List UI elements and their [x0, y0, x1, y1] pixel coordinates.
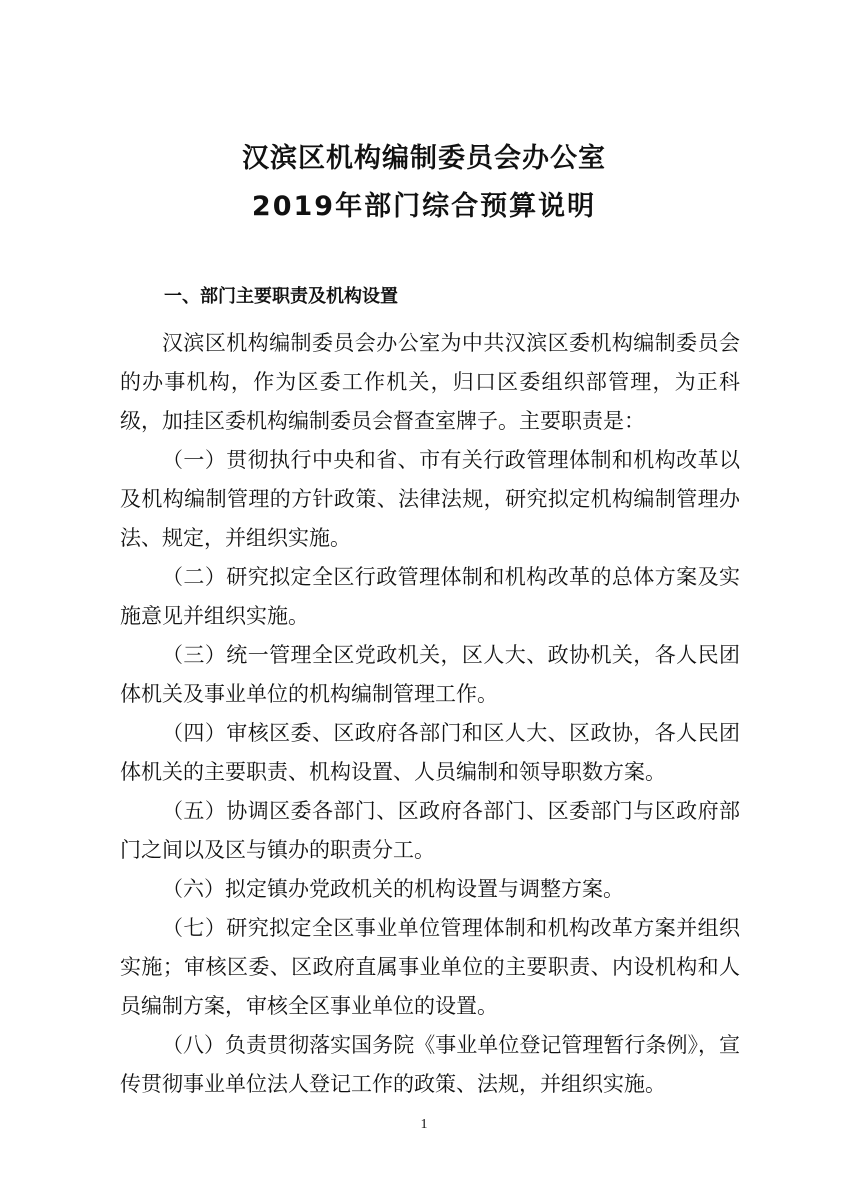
paragraph-duty-7: （七）研究拟定全区事业单位管理体制和机构改革方案并组织实施；审核区委、区政府直属事业单位的主要职责、内设机构和人员编制方案，审核全区事业单位的设置。	[120, 916, 740, 1018]
paragraph-duty-1: （一）贯彻执行中央和省、市有关行政管理体制和机构改革以及机构编制管理的方针政策、法律法规，研究拟定机构编制管理办法、规定，并组织实施。	[120, 448, 740, 550]
paragraph-duty-8: （八）负责贯彻落实国务院《事业单位登记管理暂行条例》，宣传贯彻事业单位法人登记工作的政策、法规，并组织实施。	[120, 1033, 740, 1096]
paragraph-duty-4: （四）审核区委、区政府各部门和区人大、区政协，各人民团体机关的主要职责、机构设置、人员编制和领导职数方案。	[120, 721, 740, 784]
paragraph-duty-2: （二）研究拟定全区行政管理体制和机构改革的总体方案及实施意见并组织实施。	[120, 565, 740, 628]
paragraph-duty-5: （五）协调区委各部门、区政府各部门、区委部门与区政府部门之间以及区与镇办的职责分工。	[120, 799, 740, 862]
document-title-line-2: 2019年部门综合预算说明	[251, 191, 597, 222]
paragraph-duty-3: （三）统一管理全区党政机关，区人大、政协机关，各人民团体机关及事业单位的机构编制管理工作。	[120, 643, 740, 706]
document-body	[120, 324, 740, 1104]
page-number: 1	[420, 1117, 428, 1132]
section-heading: 一、部门主要职责及机构设置	[164, 286, 398, 307]
paragraph-duty-6: （六）拟定镇办党政机关的机构设置与调整方案。	[162, 877, 624, 901]
document-title-line-1: 汉滨区机构编制委员会办公室	[242, 143, 606, 174]
paragraph-intro: 汉滨区机构编制委员会办公室为中共汉滨区委机构编制委员会的办事机构，作为区委工作机关，归口区委组织部管理，为正科级，加挂区委机构编制委员会督查室牌子。主要职责是：	[120, 331, 740, 433]
